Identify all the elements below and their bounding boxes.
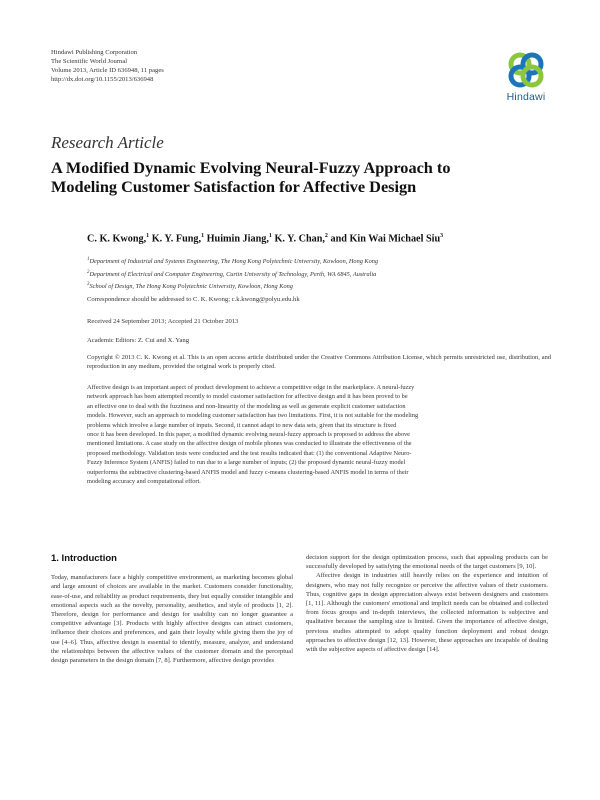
hindawi-logo-icon [506, 50, 546, 90]
abstract-line: network approach has been attempted recently to model customer satisfaction for affective design and it has been proved to be [87, 393, 408, 401]
body-paragraph: decision support for the design optimization process, such that appealing products can be successfully developed by satisfying the emotional needs of the target customers [9, 10]. [306, 554, 548, 571]
body-paragraph: Affective design in industries still heavily relies on the experience and intuition of designers, who may not fully recognize or perceive the affective values of their customers. Thus, cognitive gaps in design appreciation always exist between designers and customers [1, 11]. Although the customers' emotional and implicit needs can be obtained and collected from focus groups and in-depth interviews, the collected information is subjective and qualitative because the sampling size is limited. Given the importance of affective design, previous studies attempted to adopt quality function deployment and robust design approaches to affective design [12, 13]. However, these approaches are incapable of dealing with the subjective aspects of affective design [14]. [306, 572, 548, 654]
author-affil-mark: 1 [268, 233, 272, 239]
author-name: and Kin Wai Michael Siu [330, 233, 441, 245]
author-affil-mark: 2 [324, 233, 328, 239]
publisher-name: Hindawi Publishing Corporation [51, 49, 138, 56]
abstract-line: proposed methodology. Validation tests were conducted and the test results indicated that: (1) the conventional Adaptive Neuro- [87, 449, 412, 457]
author-name: K. Y. Fung, [151, 233, 202, 245]
column-left [51, 553, 293, 665]
author-affil-mark: 1 [146, 233, 150, 239]
journal-name: The Scientific World Journal [51, 58, 128, 65]
section-heading: 1. Introduction [51, 553, 117, 564]
author-name: Huimin Jiang, [206, 233, 269, 245]
abstract-line: problems which involve a large number of inputs. Second, it cannot adapt to new data sets, given that its structure is fixed [87, 421, 397, 429]
paper-title [51, 158, 551, 196]
abstract-line: outperforms the subtractive clustering-based ANFIS model and fuzzy c-means clustering-based ANFIS model in terms of their [87, 468, 409, 476]
abstract-line: once it has been developed. In this paper, a modified dynamic evolving neural-fuzzy approach is proposed to address the above [87, 431, 410, 439]
title-line: Modeling Customer Satisfaction for Affective Design [51, 177, 417, 196]
column-right [306, 553, 548, 654]
abstract-line: modeling accuracy and computational effort. [87, 478, 201, 486]
abstract-line: Affective design is an important aspect of product development to achieve a competitive edge in the marketplace. A neural-fuzzy [87, 384, 415, 391]
author-name: K. Y. Chan, [274, 233, 325, 245]
journal-header [51, 48, 164, 84]
author-affil-mark: 3 [440, 233, 444, 239]
logo-text: Hindawi [506, 91, 546, 103]
academic-editors: Academic Editors: Z. Cui and X. Yang [87, 337, 190, 344]
abstract-line: models. However, such an approach to modeling customer satisfaction has two limitations. First, it is not suitable for the modeling [87, 412, 419, 420]
doi-link[interactable]: http://dx.doi.org/10.1155/2013/636948 [51, 76, 154, 83]
affiliations [87, 255, 378, 293]
author-name: C. K. Kwong, [87, 233, 147, 245]
volume-info: Volume 2013, Article ID 636948, 11 pages [51, 67, 164, 74]
received-date: Received 24 September 2013; Accepted 21 October 2013 [87, 318, 239, 325]
correspondence: Correspondence should be addressed to C. K. Kwong; c.k.kwong@polyu.edu.hk [87, 296, 300, 303]
affiliation-item: $^2$Department of Electrical and Computer Engineering, Curtin University of Technology, Perth, WA 6845, Australia [87, 269, 377, 278]
article-type: Research Article [51, 133, 164, 152]
hindawi-logo [496, 50, 556, 110]
author-affil-mark: 1 [201, 233, 205, 239]
copyright-notice: Copyright © 2013 C. K. Kwong et al. This is an open access article distributed under the Creative Commons Attribution License, which permits unrestricted use, distribution, and reproduction in any medium, provided the original work is properly cited. [87, 354, 551, 371]
author-list [87, 233, 443, 244]
affiliation-item: $^3$School of Design, The Hong Kong Polytechnic University, Kowloon, Hong Kong [87, 282, 293, 291]
title-line: A Modified Dynamic Evolving Neural-Fuzzy Approach to [51, 158, 451, 177]
abstract-line: an effective one to deal with the fuzziness and non-linearity of the modeling as well as generate explicit customer satisfaction [87, 402, 406, 410]
affiliation-item: $^1$Department of Industrial and Systems Engineering, The Hong Kong Polytechnic University, Kowloon, Hong Kong [87, 257, 379, 266]
abstract-line: mentioned limitations. A case study on the affective design of mobile phones was conducted to illustrate the effectiveness of the [87, 440, 412, 448]
body-paragraph: Today, manufacturers face a highly competitive environment, as marketing becomes global and large amount of choices are available in the market. Customers consider functionality, ease-of-use, and reliability as product requirements, they but equally consider intangible and emotional aspects such as the novelty, personality, aesthetics, and style of products [1, 2]. Therefore, design for performance and design for usability can no longer guarantee a competitive advantage [3]. Products with highly affective designs can attract customers, influence their choices and preferences, and gain their loyalty while giving them the joy of use [4–6]. Thus, affective design is essential to identify, measure, analyze, and understand the relationships between the affective values of the customer domain and the perceptual design parameters in the design domain [7, 8]. Furthermore, affective design provides [51, 574, 293, 665]
abstract [87, 383, 551, 486]
abstract-line: Fuzzy Inference System (ANFIS) failed to run due to a large number of inputs; (2) the proposed dynamic neural-fuzzy model [87, 459, 406, 467]
